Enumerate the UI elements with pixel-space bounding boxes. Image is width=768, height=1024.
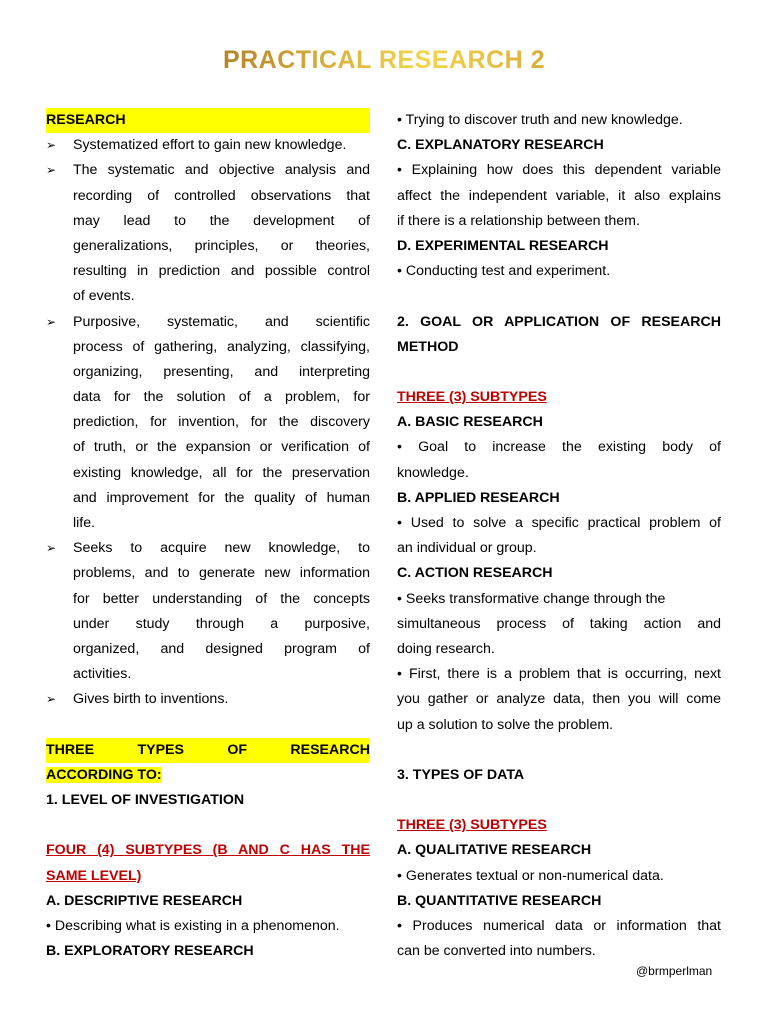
goal-heading-2: METHOD [397,338,459,355]
action-text: up a solution to solve the problem. [397,716,614,733]
author-handle: @brmperlman [636,964,713,978]
arrow-bullet-icon: ➢ [46,314,57,329]
three-types-heading: THREE TYPES OF RESEARCH [46,738,370,763]
bullet-3-line [46,385,370,410]
bullet-4-line [46,587,370,612]
three-subtypes-heading [397,385,721,410]
action-text: you gather or analyze data, then you will come [397,691,721,708]
four-subtypes-heading-2 [46,864,370,889]
three-subtypes-heading [397,813,721,838]
spacer [46,713,370,738]
action-text: simultaneous process of taking action and [397,615,721,632]
bullet-text: recording of controlled observations that [73,187,370,204]
applied-text: an individual or group. [397,540,537,557]
research-heading-row [46,108,370,133]
arrow-bullet-icon: ➢ [46,138,57,153]
bullet-text: generalizations, principles, or theories, [73,237,370,254]
action-heading: C. ACTION RESEARCH [397,565,553,582]
bullet-2-line [46,209,370,234]
bullet-3-line [46,435,370,460]
bullet-2-line [46,284,370,309]
bullet-text: Gives birth to inventions. [73,691,229,708]
bullet-text: Systematized effort to gain new knowledge. [73,137,347,154]
spacer [397,360,721,385]
bullet-2-line [46,234,370,259]
bullet-text: may lead to the development of [73,212,370,229]
three-subtypes-text: THREE (3) SUBTYPES [397,389,547,406]
exploratory-heading: B. EXPLORATORY RESEARCH [46,943,254,960]
bullet-4-line [46,662,370,687]
spacer [397,284,721,309]
bullet-2-line [46,259,370,284]
bullet-4-line [46,612,370,637]
explanatory-text: if there is a relationship between them. [397,212,640,229]
bullet-3-line [46,461,370,486]
arrow-bullet-icon: ➢ [46,163,57,178]
bullet-text: under study through a purposive, [73,615,370,632]
bullet-text: Purposive, systematic, and scientific [73,313,370,330]
bullet-4-line [46,637,370,662]
qualitative-text: • Generates textual or non-numerical data. [397,867,664,884]
goal-heading: 2. GOAL OR APPLICATION OF RESEARCH [397,313,721,330]
bullet-1 [46,133,370,158]
bullet-2-line [46,184,370,209]
experimental-text: • Conducting test and experiment. [397,263,611,280]
spacer [397,788,721,813]
three-types-heading-text: ACCORDING TO: [46,766,162,783]
bullet-text: of truth, or the expansion or verification of [73,439,370,456]
bullet-3-line [46,511,370,536]
bullet-text: for better understanding of the concepts [73,590,370,607]
bullet-text: prediction, for invention, for the discovery [73,414,370,431]
descriptive-heading: A. DESCRIPTIVE RESEARCH [46,892,243,909]
bullet-2 [46,158,370,183]
action-text: doing research. [397,640,495,657]
action-text: • First, there is a problem that is occurring, next [397,666,721,683]
bullet-text: Seeks to acquire new knowledge, to [73,540,370,557]
bullet-text: and improvement for the quality of human [73,489,370,506]
three-types-heading-2 [46,763,370,788]
quantitative-text: • Produces numerical data or information that [397,918,721,934]
research-heading: RESEARCH [46,108,370,133]
experimental-heading: D. EXPERIMENTAL RESEARCH [397,237,609,254]
spacer [46,813,370,838]
bullet-text: The systematic and objective analysis and [73,162,370,179]
applied-text: • Used to solve a specific practical problem of [397,515,721,531]
applied-heading: B. APPLIED RESEARCH [397,489,560,506]
bullet-5 [46,687,370,712]
basic-text: • Goal to increase the existing body of [397,439,721,456]
bullet-text: life. [73,515,96,531]
basic-heading: A. BASIC RESEARCH [397,414,543,431]
quantitative-heading: B. QUANTITATIVE RESEARCH [397,892,602,909]
bullet-3 [46,310,370,335]
explanatory-text: • Explaining how does this dependent variable [397,162,721,179]
four-subtypes-heading [46,838,370,863]
quantitative-text: can be converted into numbers. [397,943,596,960]
three-subtypes-text: THREE (3) SUBTYPES [397,817,547,834]
bullet-3-line [46,486,370,511]
bullet-text: process of gathering, analyzing, classifying, [73,338,370,355]
page-title: PRACTICAL RESEARCH 2 [0,46,768,75]
level-heading: 1. LEVEL OF INVESTIGATION [46,792,245,809]
bullet-3-line [46,335,370,360]
bullet-text: existing knowledge, all for the preservation [73,464,370,481]
arrow-bullet-icon: ➢ [46,541,57,556]
bullet-3-line [46,410,370,435]
exploratory-text: • Trying to discover truth and new knowledge. [397,112,683,128]
spacer [397,738,721,763]
bullet-text: data for the solution of a problem, for [73,389,370,406]
left-column [46,108,370,964]
bullet-4 [46,536,370,561]
bullet-text: resulting in prediction and possible control [73,263,370,280]
bullet-text: activities. [73,666,132,683]
qualitative-heading: A. QUALITATIVE RESEARCH [397,842,592,859]
descriptive-text: • Describing what is existing in a phenomenon. [46,918,340,934]
basic-text: knowledge. [397,464,469,481]
bullet-text: problems, and to generate new information [73,565,370,582]
bullet-text: organizing, presenting, and interpreting [73,363,370,380]
right-column [397,108,721,964]
explanatory-heading: C. EXPLANATORY RESEARCH [397,137,604,154]
explanatory-text: affect the independent variable, it also explains [397,187,721,204]
types-of-data-heading: 3. TYPES OF DATA [397,766,525,783]
bullet-text: organized, and designed program of [73,640,370,657]
four-subtypes-text: FOUR (4) SUBTYPES (B AND C HAS THE [46,842,370,859]
four-subtypes-text: SAME LEVEL) [46,867,142,884]
bullet-text: of events. [73,288,135,305]
action-text: • Seeks transformative change through the [397,590,666,607]
bullet-3-line [46,360,370,385]
bullet-4-line [46,561,370,586]
arrow-bullet-icon: ➢ [46,692,57,707]
